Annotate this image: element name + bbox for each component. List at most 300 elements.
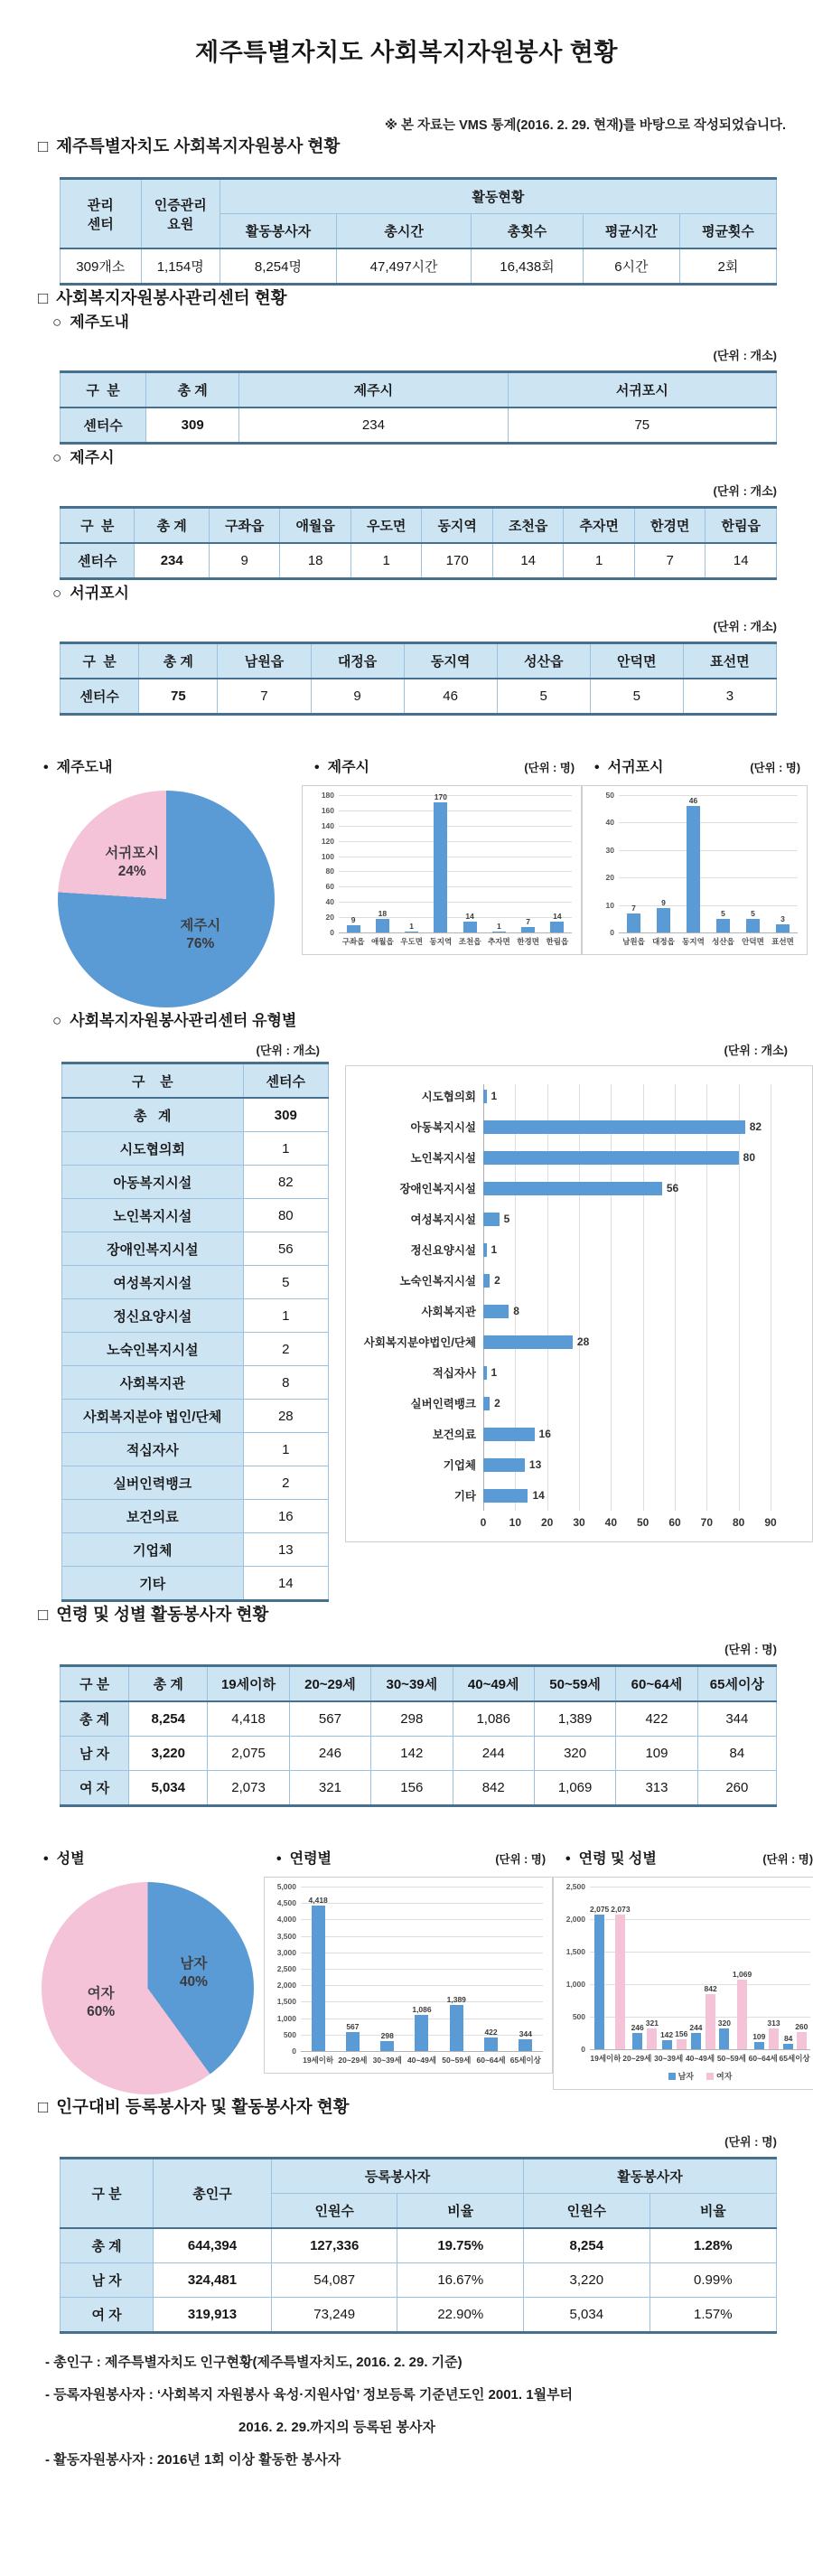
table-cell: 센터수 xyxy=(61,407,146,444)
category-label: 60~64세 xyxy=(476,2056,506,2065)
table-head xyxy=(61,508,777,544)
series-bar-column xyxy=(733,1970,752,2049)
table-row xyxy=(62,1132,329,1166)
table-cell: 16 xyxy=(243,1500,328,1533)
y-tick-label: 20 xyxy=(325,913,334,923)
table-cell: 244 xyxy=(453,1737,534,1771)
bar xyxy=(797,2032,807,2049)
bar-group-slot xyxy=(718,1970,752,2049)
table-cell: 3,220 xyxy=(129,1737,208,1771)
category-label: 여성복지시설 xyxy=(410,1213,476,1226)
bar-group-slot xyxy=(752,2019,780,2049)
bar-slot xyxy=(678,796,708,932)
chart-title-label: 연령별 xyxy=(289,1851,332,1867)
circle-bullet-icon: ○ xyxy=(52,585,62,602)
category-label: 20~29세 xyxy=(622,2054,652,2063)
seogwipo-bar-chart xyxy=(582,785,808,955)
bar xyxy=(647,2028,657,2049)
chart-title xyxy=(553,1847,813,1868)
table-cell: 13 xyxy=(243,1533,328,1567)
table-cell: 47,497시간 xyxy=(337,248,472,285)
x-tick-label: 90 xyxy=(764,1516,777,1529)
bar-slot xyxy=(370,2031,405,2051)
table-cell: 기타 xyxy=(62,1567,244,1601)
chart-title xyxy=(264,1847,553,1868)
bar xyxy=(627,913,640,932)
table-header-cell: 한경면 xyxy=(634,508,706,544)
table-head xyxy=(62,1063,329,1099)
bar-value-label: 1 xyxy=(497,922,501,931)
bar-value-label: 321 xyxy=(645,2018,659,2028)
table-body xyxy=(61,1701,777,1806)
table-cell: 109 xyxy=(616,1737,697,1771)
table-cell: 총 계 xyxy=(61,1701,129,1737)
y-tick-label: 120 xyxy=(321,836,334,846)
subsection-seogwipo-label: 서귀포시 xyxy=(70,585,129,602)
category-label: 20~29세 xyxy=(338,2056,368,2065)
table-cell: 842 xyxy=(453,1771,534,1806)
pie-slice-label xyxy=(87,1985,115,2021)
table-header-cell: 평균횟수 xyxy=(679,214,776,249)
category-label: 기타 xyxy=(453,1490,476,1503)
y-tick-label: 500 xyxy=(572,2012,585,2021)
bar xyxy=(687,806,700,932)
table-row xyxy=(62,1266,329,1299)
table-cell: 1,154명 xyxy=(141,248,220,285)
table-header-cell: 성산읍 xyxy=(497,643,590,679)
table-row xyxy=(61,2228,777,2263)
table-cell: 28 xyxy=(243,1400,328,1433)
table-body xyxy=(61,248,777,285)
table-row xyxy=(62,1098,329,1132)
bar-slot xyxy=(335,2022,369,2051)
table-header-cell: 구 분 xyxy=(61,372,146,408)
category-label: 사회복지관 xyxy=(421,1306,476,1318)
category-label: 30~39세 xyxy=(372,2056,402,2065)
table-cell: 80 xyxy=(243,1199,328,1232)
overview-summary-table xyxy=(0,177,813,286)
bar-slot xyxy=(397,922,426,932)
table-header-cell: 20~29세 xyxy=(289,1666,370,1702)
table-cell: 1,086 xyxy=(453,1701,534,1737)
table-row xyxy=(61,543,777,579)
bar-value-label: 5 xyxy=(751,908,755,918)
table-cell: 보건의료 xyxy=(62,1500,244,1533)
table-cell: 1.57% xyxy=(649,2298,776,2333)
chart-title xyxy=(582,755,808,776)
table-header-cell: 표선면 xyxy=(683,643,776,679)
circle-bullet-icon: ○ xyxy=(52,314,62,331)
pie xyxy=(42,1882,254,2094)
bar xyxy=(484,2037,498,2051)
bar xyxy=(483,1458,525,1472)
table-cell: 1 xyxy=(243,1433,328,1466)
chart-title-label: 제주도내 xyxy=(56,760,113,775)
y-tick-label: 2,500 xyxy=(276,1964,296,1973)
table-cell: 남 자 xyxy=(61,2263,154,2298)
category-label: 애월읍 xyxy=(371,937,394,946)
chart-legend xyxy=(590,2070,810,2082)
age-gender-table xyxy=(0,1664,813,1807)
table-cell: 적십자사 xyxy=(62,1433,244,1466)
bar xyxy=(657,908,670,932)
bar xyxy=(550,922,564,932)
y-tick-label: 2,500 xyxy=(565,1882,585,1891)
table-head xyxy=(61,1666,777,1702)
circle-bullet-icon: ○ xyxy=(52,1012,62,1029)
table-header-cell: 총 계 xyxy=(146,372,239,408)
table-cell: 1.28% xyxy=(649,2228,776,2263)
bar-value-label: 13 xyxy=(528,1458,542,1471)
table-cell: 84 xyxy=(697,1737,776,1771)
bar-value-label: 5 xyxy=(721,908,725,918)
bar-slot xyxy=(455,912,484,932)
table-cell: 8,254 xyxy=(129,1701,208,1737)
table-header-cell: 활동현황 xyxy=(220,179,776,214)
category-label: 추자면 xyxy=(488,937,510,946)
bars-layer xyxy=(339,792,572,932)
series-bar-column xyxy=(795,2022,808,2049)
bar xyxy=(769,2028,779,2049)
y-tick-label: 1,000 xyxy=(276,2013,296,2023)
bar-value-label: 80 xyxy=(743,1151,756,1164)
unit-label: (단위 : 개소) xyxy=(713,349,777,362)
table-body xyxy=(61,2228,777,2333)
y-tick-label: 30 xyxy=(605,845,614,855)
category-label: 동지역 xyxy=(682,937,705,946)
table-row xyxy=(61,1771,777,1806)
bar-value-label: 4,418 xyxy=(308,1896,328,1906)
jeju-city-table xyxy=(0,506,813,580)
table-header-cell: 구좌읍 xyxy=(209,508,280,544)
barh-row xyxy=(355,1204,803,1234)
category-label: 구좌읍 xyxy=(341,937,365,946)
bar xyxy=(677,2039,687,2049)
x-tick-label: 20 xyxy=(540,1516,554,1529)
subsection-jeju-island-heading xyxy=(52,309,813,332)
table-header-cell: 구 분 xyxy=(61,2159,154,2229)
bar-track xyxy=(483,1489,771,1503)
jeju-island-pie-chart xyxy=(31,791,302,1007)
bar-value-label: 1 xyxy=(491,1090,498,1102)
table-cell: 아동복지시설 xyxy=(62,1166,244,1199)
table-cell: 319,913 xyxy=(154,2298,272,2333)
bar-track xyxy=(483,1305,771,1318)
y-tick-label: 4,000 xyxy=(276,1915,296,1925)
bar-value-label: 1 xyxy=(409,922,414,931)
category-label: 우도면 xyxy=(400,937,423,946)
category-label: 표선면 xyxy=(771,937,794,946)
unit-label: (단위 : 명) xyxy=(750,762,800,774)
legend-item xyxy=(706,2070,732,2082)
bar-slot xyxy=(768,914,798,932)
table-cell: 73,249 xyxy=(271,2298,397,2333)
bar-value-label: 2,073 xyxy=(611,1904,631,1914)
table-cell: 여성복지시설 xyxy=(62,1266,244,1299)
table-row xyxy=(61,1666,777,1702)
bar xyxy=(691,2033,701,2049)
unit-label: (단위 : 개소) xyxy=(724,1044,788,1057)
bar-track xyxy=(483,1458,771,1472)
pie-slice-pct: 24% xyxy=(117,863,146,879)
table-header-cell: 우도면 xyxy=(350,508,422,544)
bar-group-slot xyxy=(688,1984,717,2049)
table-cell: 313 xyxy=(616,1771,697,1806)
plot-area xyxy=(276,1882,543,2056)
table-cell: 14 xyxy=(243,1567,328,1601)
jeju-city-bar-block xyxy=(302,755,582,955)
table-cell: 장애인복지시설 xyxy=(62,1232,244,1266)
table-body xyxy=(61,543,777,579)
table-cell: 사회복지분야 법인/단체 xyxy=(62,1400,244,1433)
bar-value-label: 320 xyxy=(717,2018,731,2028)
data-table xyxy=(60,642,777,716)
bar-value-label: 9 xyxy=(661,897,666,907)
bar xyxy=(746,919,760,932)
x-tick-label: 60 xyxy=(668,1516,681,1529)
grid-line xyxy=(619,932,798,933)
bar xyxy=(737,1980,747,2049)
x-tick-label: 70 xyxy=(700,1516,714,1529)
barh-row xyxy=(355,1326,803,1357)
table-cell: 9 xyxy=(311,679,404,715)
section-age-gender-heading xyxy=(38,1602,813,1625)
dot-bullet-icon: • xyxy=(594,760,600,775)
table-cell: 여 자 xyxy=(61,1771,129,1806)
bar xyxy=(519,2039,532,2051)
table-header-cell: 애월읍 xyxy=(280,508,351,544)
category-label: 65세이상 xyxy=(779,2054,810,2063)
category-label: 장애인복지시설 xyxy=(399,1183,476,1195)
plot-area xyxy=(605,791,798,937)
bar-value-label: 84 xyxy=(783,2033,793,2043)
table-header-cell: 총 계 xyxy=(135,508,209,544)
legend-swatch xyxy=(668,2073,676,2080)
y-tick-label: 2,000 xyxy=(565,1915,585,1924)
table-cell: 사회복지관 xyxy=(62,1366,244,1400)
subsection-types-heading xyxy=(52,1007,813,1030)
table-cell: 644,394 xyxy=(154,2228,272,2263)
table-head xyxy=(61,372,777,408)
pie-slice-label xyxy=(180,917,220,953)
table-cell: 16.67% xyxy=(397,2263,524,2298)
series-bar-column xyxy=(767,2019,780,2049)
bar-value-label: 18 xyxy=(378,908,388,918)
bar xyxy=(450,2005,463,2051)
category-label: 성산읍 xyxy=(712,937,734,946)
table-cell: 5 xyxy=(497,679,590,715)
category-labels xyxy=(590,2053,810,2064)
table-cell: 156 xyxy=(371,1771,453,1806)
table-cell: 82 xyxy=(243,1166,328,1199)
x-tick-label: 10 xyxy=(509,1516,522,1529)
table-body xyxy=(62,1098,329,1601)
table-row xyxy=(62,1333,329,1366)
table-header-cell: 총횟수 xyxy=(472,214,584,249)
table-cell: 422 xyxy=(616,1701,697,1737)
bar-value-label: 3 xyxy=(780,913,785,923)
bar-value-label: 16 xyxy=(538,1428,551,1440)
table-cell: 1,069 xyxy=(534,1771,615,1806)
table-cell: 56 xyxy=(243,1232,328,1266)
bar-value-label: 28 xyxy=(576,1335,590,1348)
types-chart-block xyxy=(345,1041,813,1542)
category-label: 안덕면 xyxy=(742,937,764,946)
bar xyxy=(483,1182,662,1195)
series-bar-column xyxy=(675,2029,687,2049)
barh-row xyxy=(355,1449,803,1480)
types-row xyxy=(45,1041,813,1602)
category-labels xyxy=(301,2055,543,2065)
table-cell: 298 xyxy=(371,1701,453,1737)
table-cell: 8 xyxy=(243,1366,328,1400)
bar-track xyxy=(483,1397,771,1410)
y-tick-label: 160 xyxy=(321,805,334,815)
page-title: 제주특별자치도 사회복지자원봉사 현황 xyxy=(195,39,618,66)
table-row xyxy=(61,1701,777,1737)
age-gender-charts-row xyxy=(31,1847,813,2094)
y-tick-label: 1,500 xyxy=(565,1947,585,1956)
table-row xyxy=(61,1737,777,1771)
unit-label: (단위 : 명) xyxy=(724,2135,777,2149)
table-header-cell: 안덕면 xyxy=(590,643,683,679)
category-label: 실버인력뱅크 xyxy=(410,1398,476,1410)
bar xyxy=(463,922,477,932)
types-table xyxy=(45,1062,332,1602)
bar-slot xyxy=(619,904,649,932)
table-header-cell: 총 계 xyxy=(139,643,218,679)
bar-value-label: 1 xyxy=(491,1243,498,1256)
table-cell: 260 xyxy=(697,1771,776,1806)
table-cell: 6시간 xyxy=(583,248,679,285)
bar-slot xyxy=(301,1896,335,2051)
table-cell: 14 xyxy=(492,543,564,579)
subsection-jeju-island-label: 제주도내 xyxy=(70,314,129,331)
bar xyxy=(312,1906,325,2051)
series-bar-column xyxy=(611,1905,630,2049)
category-label: 40~49세 xyxy=(685,2054,715,2063)
bar-slot xyxy=(426,792,455,932)
bar-group-slot xyxy=(631,2019,659,2049)
square-bullet-icon: □ xyxy=(38,2097,49,2116)
x-tick-label: 0 xyxy=(480,1516,487,1529)
table-header-cell: 대정읍 xyxy=(311,643,404,679)
bar xyxy=(706,1994,715,2049)
dot-bullet-icon: • xyxy=(43,760,49,775)
category-label: 50~59세 xyxy=(442,2056,472,2065)
table-cell: 2 xyxy=(243,1466,328,1500)
table-row xyxy=(61,643,777,679)
table-header-cell: 총시간 xyxy=(337,214,472,249)
barh-row xyxy=(355,1480,803,1511)
bar xyxy=(483,1428,535,1441)
bar xyxy=(483,1243,487,1257)
unit-label: (단위 : 명) xyxy=(762,1853,813,1866)
square-bullet-icon: □ xyxy=(38,136,49,155)
table-cell: 센터수 xyxy=(61,543,135,579)
table-cell: 5,034 xyxy=(524,2298,650,2333)
population-table xyxy=(0,2157,813,2334)
table-header-cell: 활동봉사자 xyxy=(524,2159,777,2194)
series-bar-column xyxy=(783,2034,793,2049)
bar-value-label: 56 xyxy=(666,1182,679,1194)
bar-value-label: 82 xyxy=(749,1120,762,1133)
table-row xyxy=(62,1199,329,1232)
bar-track xyxy=(483,1182,771,1195)
age-bar-chart xyxy=(264,1877,553,2074)
y-tick-label: 20 xyxy=(605,873,614,883)
y-tick-label: 500 xyxy=(283,2029,296,2039)
series-bar-column xyxy=(660,2030,673,2049)
table-row xyxy=(61,2298,777,2333)
table-cell: 0.99% xyxy=(649,2263,776,2298)
y-tick-label: 100 xyxy=(321,851,334,861)
table-header-cell: 비율 xyxy=(397,2194,524,2229)
subsection-seogwipo-heading xyxy=(52,580,813,603)
table-cell: 309 xyxy=(146,407,239,444)
bar-track xyxy=(483,1366,771,1380)
table-cell: 5,034 xyxy=(129,1771,208,1806)
table-cell: 2,075 xyxy=(208,1737,289,1771)
bar-value-label: 313 xyxy=(767,2019,780,2028)
table-row xyxy=(62,1366,329,1400)
unit-label: (단위 : 개소) xyxy=(256,1044,320,1057)
y-tick-label: 80 xyxy=(325,866,334,876)
table-cell: 실버인력뱅크 xyxy=(62,1466,244,1500)
table-cell: 234 xyxy=(239,407,508,444)
barh-row xyxy=(355,1388,803,1419)
x-tick-label: 40 xyxy=(604,1516,618,1529)
table-header-cell: 구 분 xyxy=(61,508,135,544)
bar-value-label: 842 xyxy=(704,1984,717,1994)
data-table xyxy=(61,1062,329,1602)
table-cell: 2 xyxy=(243,1333,328,1366)
table-cell: 5 xyxy=(590,679,683,715)
table-header-cell: 서귀포시 xyxy=(508,372,776,408)
bar-track xyxy=(483,1428,771,1441)
table-cell: 75 xyxy=(508,407,776,444)
bar xyxy=(483,1151,739,1165)
subsection-jeju-city-label: 제주시 xyxy=(70,449,115,466)
bar xyxy=(776,924,790,932)
types-barh-chart xyxy=(345,1065,813,1542)
bar-value-label: 46 xyxy=(688,796,698,806)
pie xyxy=(58,791,275,1007)
bar xyxy=(483,1335,573,1349)
bar-slot xyxy=(738,909,768,932)
category-label: 정신요양시설 xyxy=(410,1244,476,1257)
table-header-cell: 인원수 xyxy=(271,2194,397,2229)
bar xyxy=(632,2033,642,2049)
table-row xyxy=(62,1567,329,1601)
footnote: - 총인구 : 제주특별자치도 인구현황(제주특별자치도, 2016. 2. 29. 기준) xyxy=(45,2355,463,2370)
table-header-cell: 인원수 xyxy=(524,2194,650,2229)
table-cell: 309 xyxy=(243,1098,328,1132)
data-table xyxy=(60,1664,777,1807)
y-tick-label: 1,000 xyxy=(565,1980,585,1989)
table-row xyxy=(62,1400,329,1433)
table-header-cell: 한림읍 xyxy=(706,508,777,544)
table-row xyxy=(62,1466,329,1500)
dot-bullet-icon: • xyxy=(43,1851,49,1867)
footnote-continuation: 2016. 2. 29.까지의 등록된 봉사자 xyxy=(238,2420,435,2435)
table-header-cell: 구 분 xyxy=(61,1666,129,1702)
chart-title-label: 성별 xyxy=(56,1851,85,1867)
table-cell: 3,220 xyxy=(524,2263,650,2298)
bar xyxy=(719,2028,729,2049)
bar xyxy=(376,919,389,932)
table-header-cell: 구 분 xyxy=(61,643,139,679)
